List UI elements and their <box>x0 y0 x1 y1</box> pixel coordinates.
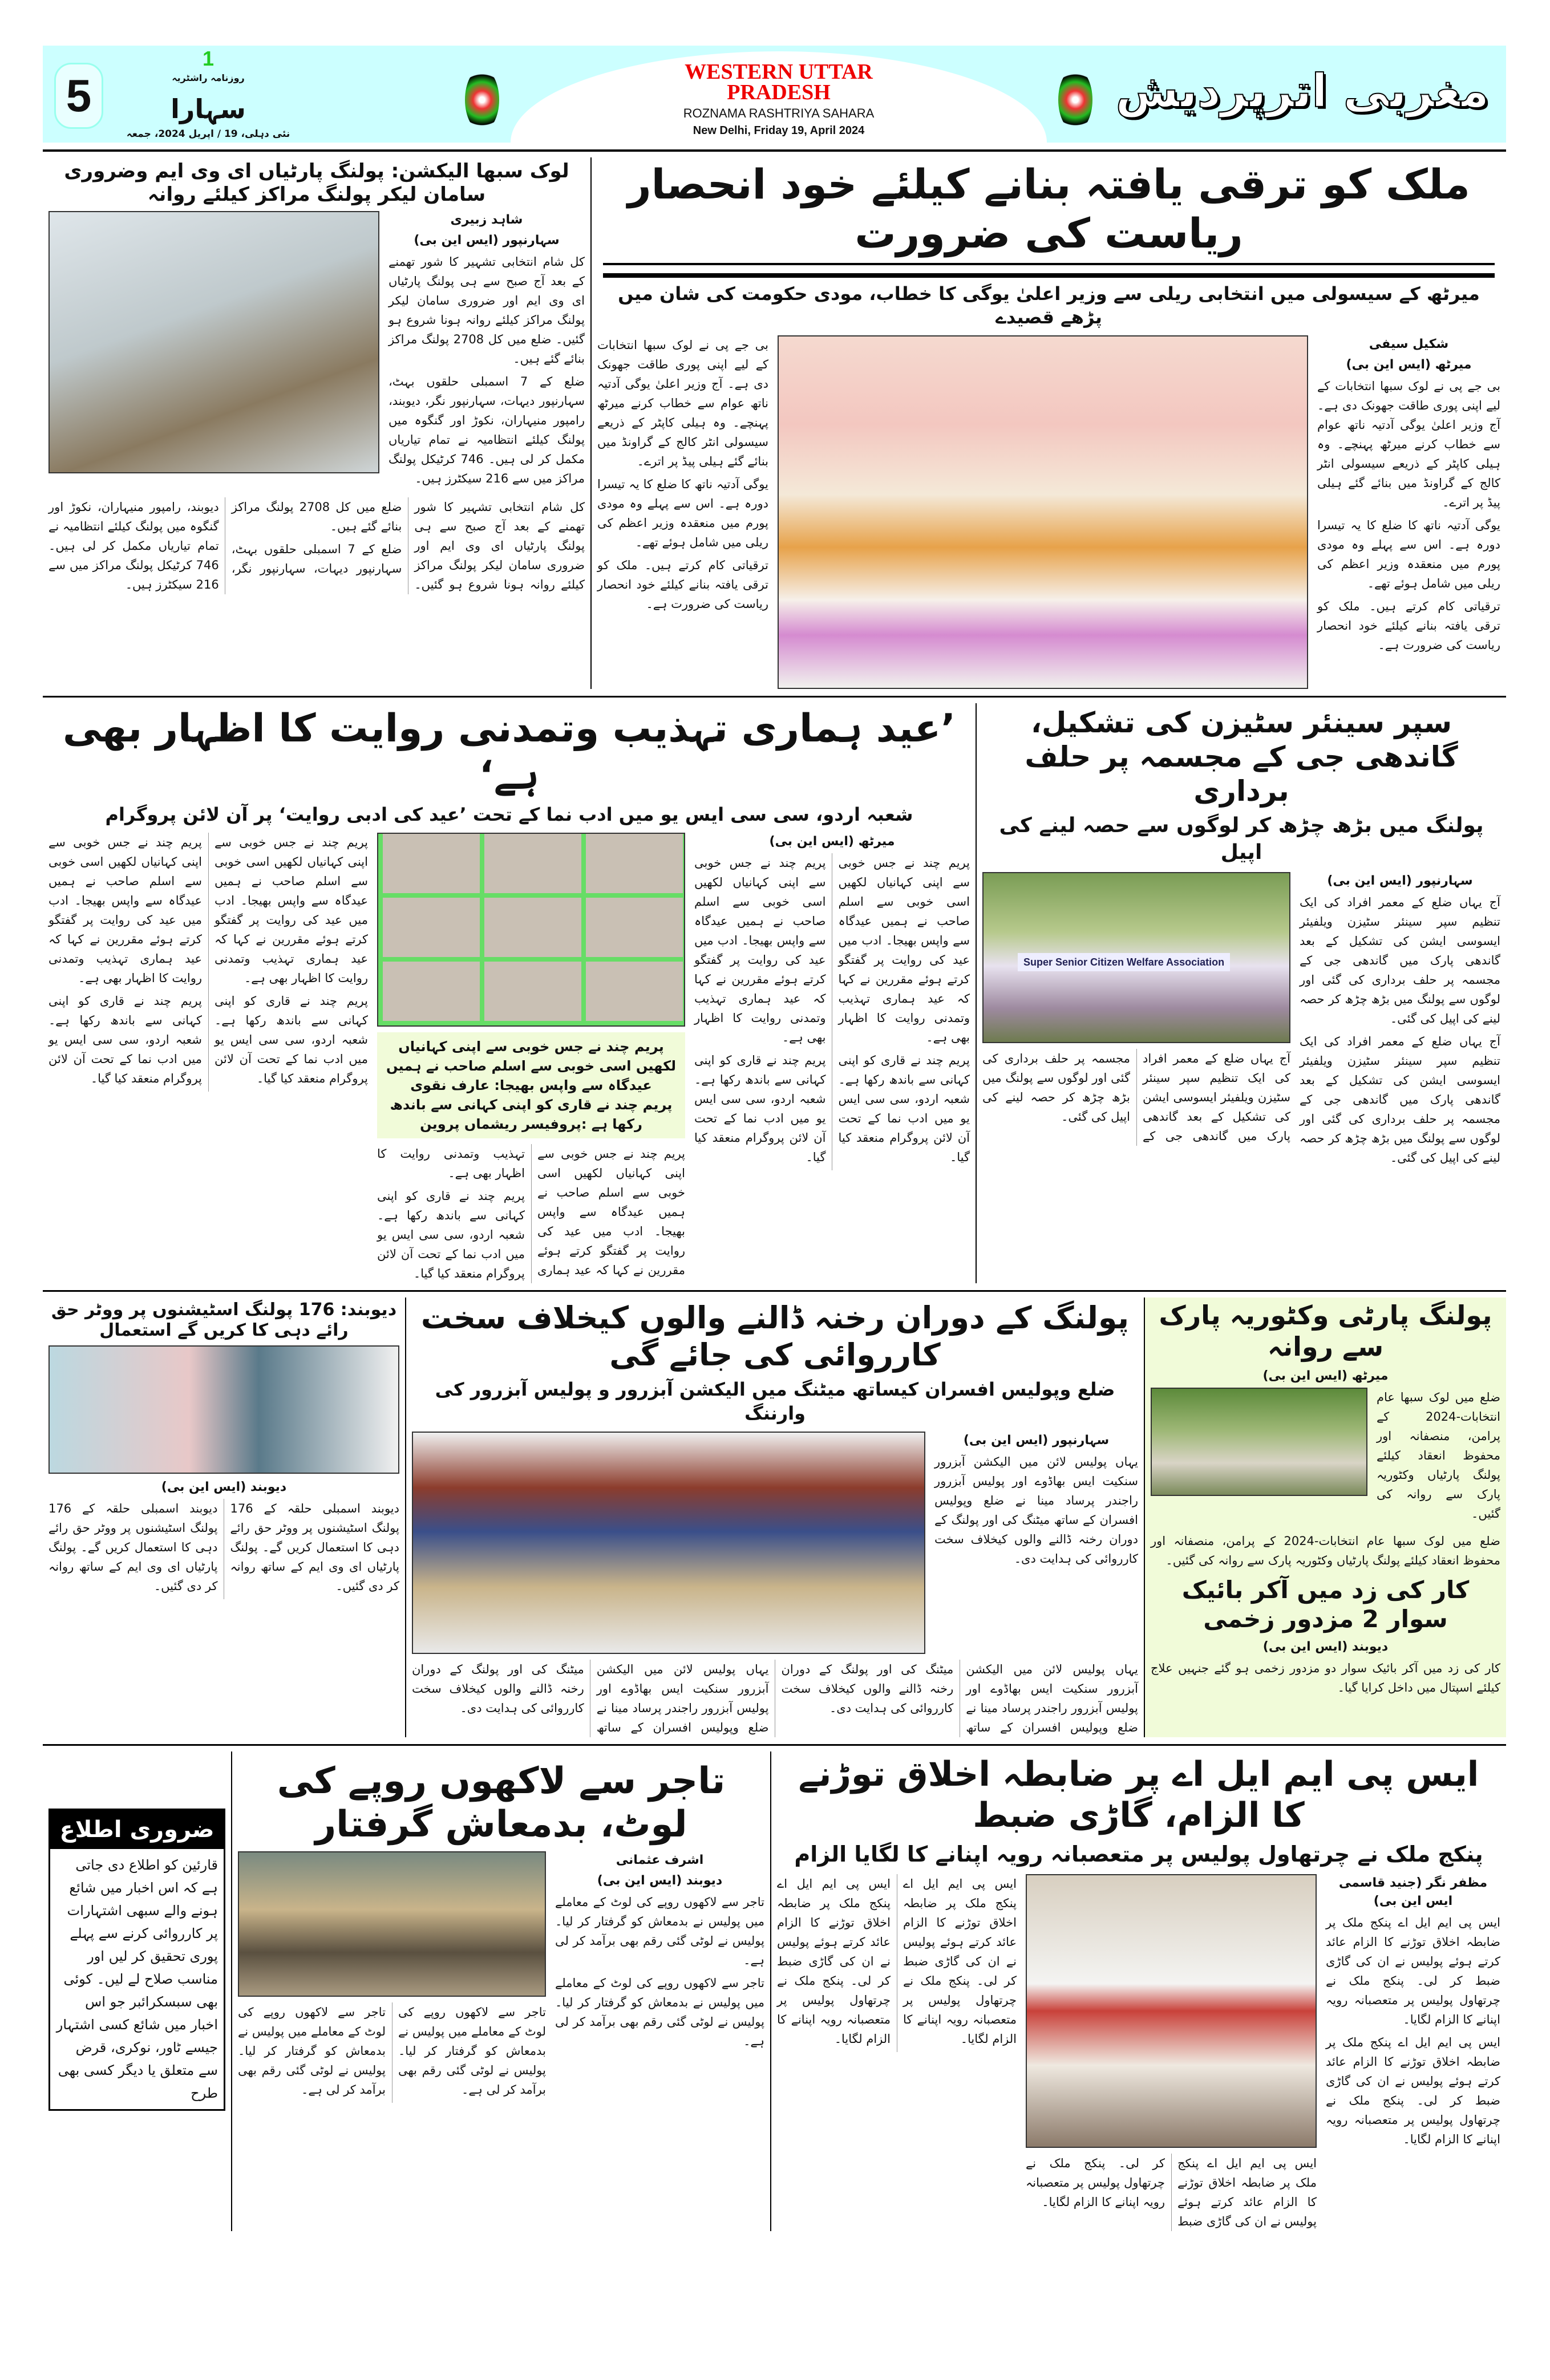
center-column <box>1026 1874 1317 2231</box>
photo-collage <box>377 833 685 1027</box>
author: شکیل سیفی <box>1369 336 1449 351</box>
row-top <box>43 157 1506 689</box>
paragraph: پریم چند نے جس خوبی سے اپنی کہانیاں لکھیں اسی خوبی سے اسلم صاحب نے ہمیں عیدگاہ سے واپس بھیجا۔ ادب میں عید کی روایت پر گفتگو کرتے ہوئے مقررین نے کہا کہ عید ہماری تہذیب وتمدنی روایت کا اظہار بھی ہے۔ <box>48 835 202 985</box>
logo-name: سہارا <box>171 93 246 124</box>
side-column <box>1317 335 1500 658</box>
side-column <box>555 1851 764 2054</box>
subhead: پنکج ملک نے چرتھاول پولیس پر متعصبانہ رویہ اپنانے کا لگایا الزام <box>794 1841 1483 1867</box>
sunburst-icon <box>1058 68 1092 131</box>
story-content <box>982 872 1500 1171</box>
paragraph: تاجر سے لاکھوں روپے کی لوٹ کے معاملے میں پولیس نے بدمعاش کو گرفتار کر لیا۔ پولیس نے لوٹی گئی رقم بھی برآمد کر لی ہے۔ <box>398 2005 546 2097</box>
logo-subtitle: روزنامہ راشٹریہ <box>172 72 245 84</box>
dateline: میرٹھ (ایس این بی) <box>769 834 895 849</box>
story-sp-mla <box>770 1751 1506 2231</box>
paragraph: پریم چند نے جس خوبی سے اپنی کہانیاں لکھیں اسی خوبی سے اسلم صاحب نے ہمیں عیدگاہ سے واپس بھیجا۔ ادب میں عید کی روایت پر گفتگو کرتے ہوئے مقررین نے کہا کہ عید ہماری تہذیب وتمدنی روایت کا اظہار بھی ہے۔ <box>377 1146 685 1277</box>
paragraph: تاجر سے لاکھوں روپے کی لوٹ کے معاملے میں پولیس نے بدمعاش کو گرفتار کر لیا۔ پولیس نے لوٹی گئی رقم بھی برآمد کر لی ہے۔ <box>555 1976 764 2049</box>
paragraph: پریم چند نے قاری کو اپنی کہانی سے باندھ رکھا ہے۔ شعبہ اردو، سی سی ایس یو میں ادب نما کے تحت آن لائن پروگرام منعقد کیا گیا۔ <box>215 994 368 1085</box>
paragraph: پریم چند نے قاری کو اپنی کہانی سے باندھ رکھا ہے۔ شعبہ اردو، سی سی ایس یو میں ادب نما کے تحت آن لائن پروگرام منعقد کیا گیا۔ <box>48 994 202 1085</box>
headline: پولنگ کے دوران رخنہ ڈالنے والوں کیخلاف سخت کارروائی کی جائے گی <box>420 1299 1130 1373</box>
author: اشرف عثمانی <box>616 1853 704 1868</box>
body-accident <box>1151 1659 1500 1697</box>
page-number: 5 <box>54 63 103 129</box>
paragraph: دیوبند اسمبلی حلقہ کے 176 پولنگ اسٹیشنوں پر ووٹر حق رائے دہی کا استعمال کریں گے۔ پولنگ پارٹیاں ای وی ایم کے ساتھ روانہ کر دی گئیں۔ <box>48 1501 218 1593</box>
headline: سپر سینئر سٹیزن کی تشکیل، گاندھی جی کے مجسمہ پر حلف برداری <box>1025 706 1458 808</box>
subhead: میرٹھ کے سیسولی میں انتخابی ریلی سے وزیر اعلیٰ یوگی کا خطاب، مودی حکومت کی شان میں پڑھے قصیدے <box>618 282 1480 329</box>
headline: دیوبند: 176 پولنگ اسٹیشنوں پر ووٹر حق رائے دہی کا کریں گے استعمال <box>51 1299 397 1340</box>
paragraph: بی جے پی نے لوک سبھا انتخابات کے لیے اپنی پوری طاقت جھونک دی ہے۔ آج وزیر اعلیٰ یوگی آدتیہ ناتھ عوام سے خطاب کرنے میرٹھ پہنچے۔ وہ ہیلی کاپٹر کے ذریعے سیسولی انٹر کالج کے گراونڈ میں بنائے گئے ہیلی پیڈ پر اترے۔ <box>1317 379 1500 509</box>
paragraph: ضلع کے 7 اسمبلی حلقوں بہٹ، سہارنپور دیہات، سہارنپور نگر، دیوبند، رامپور منیہاران، نکوڑ اور گنگوہ میں پولنگ کیلئے انتظامیہ نے تمام تیاریاں مکمل کر لی ہیں۔ 746 کرٹیکل پولنگ مراکز میں سے 216 سیکٹرز ہیں۔ <box>48 500 402 591</box>
notice-body: قارئین کو اطلاع دی جاتی ہے کہ اس اخبار میں شائع ہونے والے سبھی اشتہارات پر کارروائی کرنے سے پہلے پوری تحقیق کر لیں اور مناسب صلاح لے لیں۔ کوئی بھی سبسکرائبر جو اس اخبار میں شائع کسی اشتہار جیسے ٹاور، نوکری، قرض سے متعلق یا دیگر کسی بھی طرح <box>56 1856 218 2101</box>
body-bottom <box>1026 2154 1317 2231</box>
dateline: میرٹھ (ایس این بی) <box>1346 357 1472 372</box>
dateline: سہارنپور (ایس این بی) <box>963 1433 1110 1448</box>
paragraph: ایس پی ایم ایل اے پنکج ملک پر ضابطہ اخلاق توڑنے کا الزام عائد کرتے ہوئے پولیس نے ان کی گاڑی ضبط کر لی۔ پنکج ملک نے چرتھاول پولیس پر متعصبانہ رویہ اپنانے کا الزام لگایا۔ <box>1026 2156 1317 2228</box>
edition-dome <box>511 51 1047 143</box>
masthead <box>43 46 1506 143</box>
paragraph: کل شام انتخابی تشہیر کا شور تھمنے کے بعد آج صبح سے ہی پولنگ پارٹیاں ای وی ایم اور ضروری سامان لیکر پولنگ مراکز کیلئے روانہ ہونا شروع ہو گئیں۔ ضلع میں کل 2708 پولنگ مراکز بنائے گئے ہیں۔ <box>231 500 585 591</box>
dateline: میرٹھ (ایس این بی) <box>1262 1369 1389 1384</box>
paragraph: ایس پی ایم ایل اے پنکج ملک پر ضابطہ اخلاق توڑنے کا الزام عائد کرتے ہوئے پولیس نے ان کی گاڑی ضبط کر لی۔ پنکج ملک نے چرتھاول پولیس پر متعصبانہ رویہ اپنانے کا الزام لگایا۔ <box>903 1876 1017 2046</box>
body-right <box>934 1452 1138 1568</box>
headline: لوک سبھا الیکشن: پولنگ پارٹیاں ای وی ایم وضروری سامان لیکر پولنگ مراکز کیلئے روانہ <box>64 160 569 206</box>
divider <box>43 1290 1506 1292</box>
row-middle <box>43 703 1506 1283</box>
logo <box>123 48 294 140</box>
photo-gandhi-statue <box>982 872 1290 1043</box>
logo-number: 1 <box>202 47 215 70</box>
photo-banner: Super Senior Citizen Welfare Association <box>1018 953 1230 971</box>
side-column <box>934 1432 1138 1572</box>
body-left <box>777 1874 1017 2052</box>
headline: ملک کو ترقی یافتہ بنانے کیلئے خود انحصار ریاست کی ضرورت <box>628 160 1470 258</box>
headline-accident: کار کی زد میں آکر بائیک سوار 2 مزدور زخمی <box>1181 1576 1470 1633</box>
paragraph: یہاں پولیس لائن میں الیکشن آبزرور سنکیت ایس بھاڈوے اور پولیس آبزرور راجندر پرساد مینا نے ضلع وپولیس افسران کے ساتھ میٹنگ کی اور پولنگ کے دوران رخنہ ڈالنے والوں کیخلاف سخت کارروائی کی ہدایت دی۔ <box>412 1662 769 1734</box>
story-content <box>412 1432 1138 1654</box>
paragraph: تاجر سے لاکھوں روپے کی لوٹ کے معاملے میں پولیس نے بدمعاش کو گرفتار کر لیا۔ پولیس نے لوٹی گئی رقم بھی برآمد کر لی ہے۔ <box>555 1895 764 1968</box>
body-a <box>1377 1388 1500 1527</box>
paragraph: پریم چند نے قاری کو اپنی کہانی سے باندھ رکھا ہے۔ شعبہ اردو، سی سی ایس یو میں ادب نما کے تحت آن لائن پروگرام منعقد کیا گیا۔ <box>694 1053 826 1164</box>
side-column <box>388 211 585 492</box>
paragraph: بی جے پی نے لوک سبھا انتخابات کے لیے اپنی پوری طاقت جھونک دی ہے۔ آج وزیر اعلیٰ یوگی آدتیہ ناتھ عوام سے خطاب کرنے میرٹھ پہنچے۔ وہ ہیلی کاپٹر کے ذریعے سیسولی انٹر کالج کے گراونڈ میں بنائے گئے ہیلی پیڈ پر اترے۔ <box>597 338 768 468</box>
paragraph: پریم چند نے جس خوبی سے اپنی کہانیاں لکھیں اسی خوبی سے اسلم صاحب نے ہمیں عیدگاہ سے واپس بھیجا۔ ادب میں عید کی روایت پر گفتگو کرتے ہوئے مقررین نے کہا کہ عید ہماری تہذیب وتمدنی روایت کا اظہار بھی ہے۔ <box>215 835 368 985</box>
story-eid <box>43 703 976 1283</box>
paragraph: پریم چند نے جس خوبی سے اپنی کہانیاں لکھیں اسی خوبی سے اسلم صاحب نے ہمیں عیدگاہ سے واپس بھیجا۔ ادب میں عید کی روایت پر گفتگو کرتے ہوئے مقررین نے کہا کہ عید ہماری تہذیب وتمدنی روایت کا اظہار بھی ہے۔ <box>694 855 826 1044</box>
paragraph: یہاں پولیس لائن میں الیکشن آبزرور سنکیت ایس بھاڈوے اور پولیس آبزرور راجندر پرساد مینا نے ضلع وپولیس افسران کے ساتھ میٹنگ کی اور پولنگ کے دوران رخنہ ڈالنے والوں کیخلاف سخت کارروائی کی ہدایت دی۔ <box>934 1454 1138 1566</box>
author: شاہد زبیری <box>450 212 523 227</box>
photo-meeting <box>412 1432 925 1654</box>
body-left <box>597 335 768 617</box>
edition-english: WESTERN UTTAR PRADESH <box>685 60 873 104</box>
paragraph: یوگی آدتیہ ناتھ کا ضلع کا یہ تیسرا دورہ ہے۔ اس سے پہلے وہ مودی پورم میں منعقدہ وزیر اعظم کی ریلی میں شامل ہوئے تھے۔ <box>1317 518 1500 590</box>
side-column <box>1300 872 1500 1171</box>
story-senior-citizen <box>976 703 1506 1283</box>
paragraph: ضلع میں لوک سبھا عام انتخابات-2024 کے پرامن، منصفانہ اور محفوظ انعقاد کیلئے پولنگ پارٹیاں وکٹوریہ پارک سے روانہ کی گئیں۔ <box>1151 1534 1500 1568</box>
body-b <box>1151 1531 1500 1570</box>
story-content <box>1151 1388 1500 1527</box>
story-victoria-park <box>1144 1298 1506 1737</box>
body <box>48 1499 399 1599</box>
story-robbery <box>231 1751 770 2231</box>
rule-bars <box>603 263 1495 278</box>
paragraph: یہاں پولیس لائن میں الیکشن آبزرور سنکیت ایس بھاڈوے اور پولیس آبزرور راجندر پرساد مینا نے ضلع وپولیس افسران کے ساتھ میٹنگ کی اور پولنگ کے دوران رخنہ ڈالنے والوں کیخلاف سخت کارروائی کی ہدایت دی۔ <box>781 1662 1138 1734</box>
subhead: شعبہ اردو، سی سی ایس یو میں ادب نما کے تحت ’عید کی ادبی روایت‘ پر آن لائن پروگرام <box>105 804 913 826</box>
row-bottom <box>43 1751 1506 2231</box>
paragraph: آج یہاں ضلع کے معمر افراد کی ایک تنظیم سپر سینئر سٹیزن ویلفیئر ایسوسی ایشن کی تشکیل کے بعد گاندھی پارک میں گاندھی جی کے مجسمہ پر حلف برداری کی گئی اور لوگوں سے پولنگ میں بڑھ چڑھ کر حصہ لینے کی اپیل کی گئی۔ <box>1300 1034 1500 1165</box>
paragraph: تاجر سے لاکھوں روپے کی لوٹ کے معاملے میں پولیس نے بدمعاش کو گرفتار کر لیا۔ پولیس نے لوٹی گئی رقم بھی برآمد کر لی ہے۔ <box>238 2005 386 2097</box>
paragraph: آج یہاں ضلع کے معمر افراد کی ایک تنظیم سپر سینئر سٹیزن ویلفیئر ایسوسی ایشن کی تشکیل کے بعد گاندھی پارک میں گاندھی جی کے مجسمہ پر حلف برداری کی گئی اور لوگوں سے پولنگ میں بڑھ چڑھ کر حصہ لینے کی اپیل کی گئی۔ <box>1300 895 1500 1025</box>
body-right <box>1317 376 1500 655</box>
story-deoband-176 <box>43 1298 405 1737</box>
body-right <box>694 853 970 1170</box>
subhead: پولنگ میں بڑھ چڑھ کر لوگوں سے حصہ لینے کی اپیل <box>999 813 1484 864</box>
story-content <box>48 833 970 1283</box>
divider <box>43 149 1506 152</box>
paragraph: ضلع میں لوک سبھا عام انتخابات-2024 کے پرامن، منصفانہ اور محفوظ انعقاد کیلئے پولنگ پارٹیاں وکٹوریہ پارک سے روانہ کی گئیں۔ <box>1377 1390 1500 1521</box>
photo-arrest <box>238 1851 546 1997</box>
photo-polling-booth <box>48 1345 399 1474</box>
paragraph: یوگی آدتیہ ناتھ کا ضلع کا یہ تیسرا دورہ ہے۔ اس سے پہلے وہ مودی پورم میں منعقدہ وزیر اعظم کی ریلی میں شامل ہوئے تھے۔ <box>597 477 768 549</box>
story-polling-disruption <box>405 1298 1144 1737</box>
paragraph: ضلع کے 7 اسمبلی حلقوں بہٹ، سہارنپور دیہات، سہارنپور نگر، دیوبند، رامپور منیہاران، نکوڑ اور گنگوہ میں پولنگ کیلئے انتظامیہ نے تمام تیاریاں مکمل کر لی ہیں۔ 746 کرٹیکل پولنگ مراکز میں سے 216 سیکٹرز ہیں۔ <box>388 374 585 485</box>
divider <box>43 1744 1506 1746</box>
side-column <box>694 833 970 1170</box>
paragraph: کار کی زد میں آکر بائیک سوار دو مزدور زخمی ہو گئے جنہیں علاج کیلئے اسپتال میں داخل کرایا گیا۔ <box>1151 1661 1500 1694</box>
headline: ’عید ہماری تہذیب وتمدنی روایت کا اظہار بھی ہے‘ <box>62 706 956 798</box>
logo-date: نئی دہلی، 19 / اپریل 2024، جمعہ <box>126 128 290 140</box>
dateline: دیوبند (ایس این بی) <box>161 1479 287 1494</box>
notice-box <box>48 1809 225 2111</box>
left-column <box>982 872 1290 1146</box>
dateline: مظفر نگر (جنید قاسمی ایس این بی) <box>1338 1875 1488 1908</box>
photo-mla <box>1026 1874 1317 2148</box>
date-line: New Delhi, Friday 19, April 2024 <box>693 124 865 137</box>
dateline: سہارنپور (ایس این بی) <box>414 233 560 248</box>
paragraph: پریم چند نے جس خوبی سے اپنی کہانیاں لکھیں اسی خوبی سے اسلم صاحب نے ہمیں عیدگاہ سے واپس بھیجا۔ ادب میں عید کی روایت پر گفتگو کرتے ہوئے مقررین نے کہا کہ عید ہماری تہذیب وتمدنی روایت کا اظہار بھی ہے۔ <box>838 855 970 1044</box>
story-content <box>777 1874 1500 2231</box>
paragraph: ترقیاتی کام کرتے ہیں۔ ملک کو ترقی یافتہ بنانے کیلئے خود انحصار ریاست کی ضرورت ہے۔ <box>1317 599 1500 652</box>
story-main <box>590 157 1506 689</box>
dateline-accident: دیوبند (ایس این بی) <box>1262 1639 1389 1654</box>
quote-box <box>377 1032 685 1138</box>
headline: ایس پی ایم ایل اے پر ضابطہ اخلاق توڑنے کا الزام، گاڑی ضبط <box>798 1754 1479 1835</box>
photo-polling-party <box>1151 1388 1367 1496</box>
body-right <box>1300 893 1500 1167</box>
paragraph: ایس پی ایم ایل اے پنکج ملک پر ضابطہ اخلاق توڑنے کا الزام عائد کرتے ہوئے پولیس نے ان کی گاڑی ضبط کر لی۔ پنکج ملک نے چرتھاول پولیس پر متعصبانہ رویہ اپنانے کا الزام لگایا۔ <box>777 1876 891 2046</box>
photo-polling-staff <box>48 211 379 473</box>
notice-title: ضروری اطلاع <box>50 1810 224 1849</box>
body-left <box>48 833 368 1092</box>
body-b <box>48 497 585 594</box>
quote-arif-naqvi: پریم چند نے جس خوبی سے اپنی کہانیاں لکھیں اسی خوبی سے اسلم صاحب نے ہمیں عیدگاہ سے واپس بھیجا: عارف نقوی <box>386 1038 677 1093</box>
body-a <box>388 252 585 488</box>
paragraph: ترقیاتی کام کرتے ہیں۔ ملک کو ترقی یافتہ بنانے کیلئے خود انحصار ریاست کی ضرورت ہے۔ <box>597 558 768 611</box>
edition-urdu: مغربی اترپردیش <box>1115 64 1489 117</box>
center-column <box>377 833 685 1283</box>
body-right <box>1326 1913 1500 2149</box>
paragraph: ایس پی ایم ایل اے پنکج ملک پر ضابطہ اخلاق توڑنے کا الزام عائد کرتے ہوئے پولیس نے ان کی گاڑی ضبط کر لی۔ پنکج ملک نے چرتھاول پولیس پر متعصبانہ رویہ اپنانے کا الزام لگایا۔ <box>1326 2035 1500 2146</box>
paper-name: ROZNAMA RASHTRIYA SAHARA <box>683 106 875 120</box>
body-mid <box>377 1144 685 1283</box>
left-column <box>238 1851 546 2103</box>
notice-column <box>43 1751 231 2231</box>
side-column <box>1326 1874 1500 2152</box>
row-lower <box>43 1298 1506 1737</box>
dateline: سہارنپور (ایس این بی) <box>1327 873 1473 888</box>
headline: تاجر سے لاکھوں روپے کی لوٹ، بدمعاش گرفتار <box>277 1759 726 1846</box>
sunburst-icon <box>465 68 499 131</box>
story-content <box>597 335 1500 689</box>
newspaper-page <box>43 0 1506 2231</box>
photo-rally <box>778 335 1308 689</box>
body-left <box>982 1049 1290 1146</box>
paragraph: دیوبند اسمبلی حلقہ کے 176 پولنگ اسٹیشنوں پر ووٹر حق رائے دہی کا استعمال کریں گے۔ پولنگ پارٹیاں ای وی ایم کے ساتھ روانہ کر دی گئیں۔ <box>230 1501 399 1593</box>
divider <box>43 696 1506 698</box>
paragraph: آج یہاں ضلع کے معمر افراد کی ایک تنظیم سپر سینئر سٹیزن ویلفیئر ایسوسی ایشن کی تشکیل کے بعد گاندھی پارک میں گاندھی جی کے مجسمہ پر حلف برداری کی گئی اور لوگوں سے پولنگ میں بڑھ چڑھ کر حصہ لینے کی اپیل کی گئی۔ <box>982 1051 1290 1143</box>
paragraph: پریم چند نے قاری کو اپنی کہانی سے باندھ رکھا ہے۔ شعبہ اردو، سی سی ایس یو میں ادب نما کے تحت آن لائن پروگرام منعقد کیا گیا۔ <box>838 1053 970 1164</box>
paragraph: ایس پی ایم ایل اے پنکج ملک پر ضابطہ اخلاق توڑنے کا الزام عائد کرتے ہوئے پولیس نے ان کی گاڑی ضبط کر لی۔ پنکج ملک نے چرتھاول پولیس پر متعصبانہ رویہ اپنانے کا الزام لگایا۔ <box>1326 1915 1500 2026</box>
body-right <box>555 1892 764 2051</box>
headline: پولنگ پارٹی وکٹوریہ پارک سے روانہ <box>1159 1299 1492 1362</box>
body-left <box>238 2002 546 2103</box>
paragraph: کل شام انتخابی تشہیر کا شور تھمنے کے بعد آج صبح سے ہی پولنگ پارٹیاں ای وی ایم اور ضروری سامان لیکر پولنگ مراکز کیلئے روانہ ہونا شروع ہو گئیں۔ ضلع میں کل 2708 پولنگ مراکز بنائے گئے ہیں۔ <box>388 254 585 366</box>
story-polling-parties <box>43 157 590 689</box>
subhead: ضلع وپولیس افسران کیساتھ میٹنگ میں الیکشن آبزرور و پولیس آبزرور کی وارننگ <box>435 1378 1115 1424</box>
story-content <box>238 1851 764 2103</box>
quote-reshma-parveen: پریم چند نے قاری کو اپنی کہانی سے باندھ رکھا ہے :پروفیسر ریشماں پروین <box>390 1096 673 1132</box>
story-content <box>48 211 585 492</box>
paragraph: پریم چند نے قاری کو اپنی کہانی سے باندھ رکھا ہے۔ شعبہ اردو، سی سی ایس یو میں ادب نما کے تحت آن لائن پروگرام منعقد کیا گیا۔ <box>377 1189 525 1280</box>
dateline: دیوبند (ایس این بی) <box>597 1874 723 1888</box>
body-bottom <box>412 1660 1138 1737</box>
